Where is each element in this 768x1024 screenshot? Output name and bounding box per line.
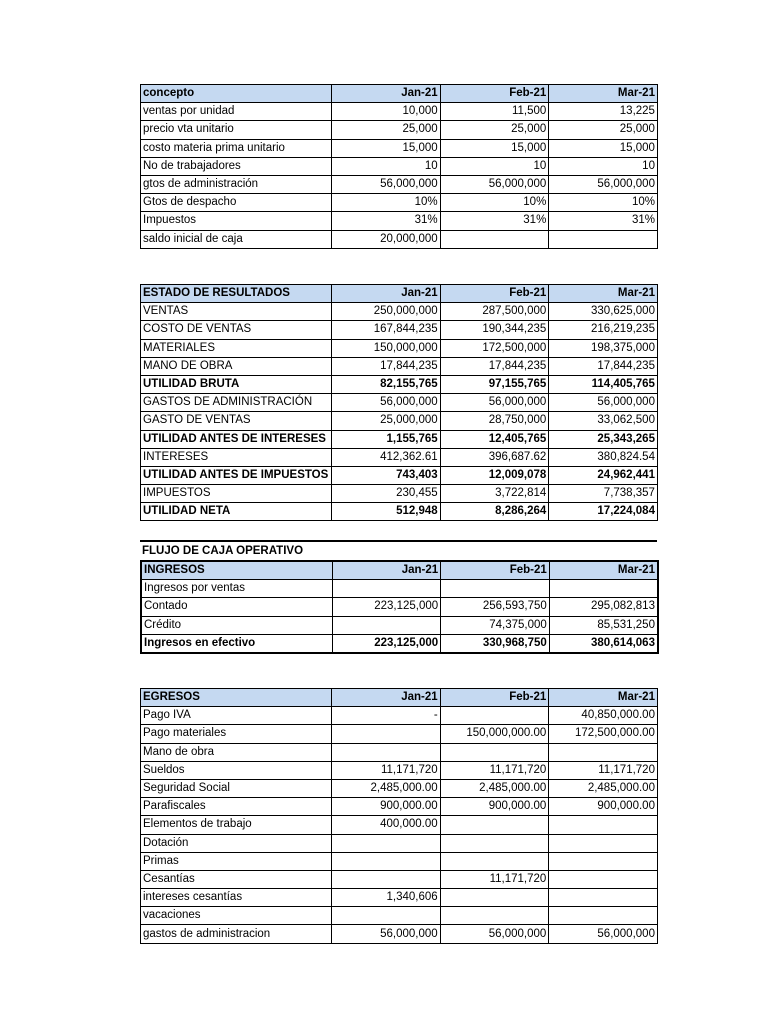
month-header-cell[interactable]: Mar-21 — [549, 85, 658, 103]
table-row — [141, 761, 658, 779]
value-cell[interactable] — [440, 889, 549, 907]
row-label-cell[interactable]: Crédito — [141, 616, 332, 634]
cash-flow-income-body — [141, 561, 658, 653]
row-label-cell[interactable]: saldo inicial de caja — [141, 230, 332, 248]
table-row — [141, 175, 658, 193]
expenses-header-row — [141, 689, 658, 707]
month-header-cell[interactable]: Jan-21 — [332, 689, 441, 707]
value-cell[interactable]: 223,125,000 — [332, 598, 441, 616]
row-label-cell[interactable]: precio vta unitario — [141, 121, 332, 139]
value-cell[interactable]: 172,500,000 — [440, 339, 549, 357]
row-label-cell[interactable]: UTILIDAD ANTES DE IMPUESTOS — [141, 466, 332, 484]
value-cell[interactable] — [440, 852, 549, 870]
value-cell[interactable]: 10% — [549, 194, 658, 212]
value-cell[interactable]: 2,485,000.00 — [440, 779, 549, 797]
value-cell[interactable] — [440, 907, 549, 925]
table-row — [141, 466, 658, 484]
row-label-cell[interactable]: UTILIDAD ANTES DE INTERESES — [141, 430, 332, 448]
table-row — [141, 303, 658, 321]
value-cell[interactable]: 412,362.61 — [332, 448, 441, 466]
table-row — [141, 448, 658, 466]
table-row — [141, 852, 658, 870]
table-row — [141, 834, 658, 852]
table-row — [141, 816, 658, 834]
assumptions-header-row — [141, 85, 658, 103]
value-cell[interactable]: 512,948 — [332, 503, 441, 521]
value-cell[interactable]: 400,000.00 — [332, 816, 441, 834]
row-label-cell[interactable]: Seguridad Social — [141, 779, 332, 797]
value-cell[interactable]: 150,000,000 — [332, 339, 441, 357]
table-row — [141, 157, 658, 175]
income-statement-header-row — [141, 285, 658, 303]
month-header-cell[interactable]: Jan-21 — [332, 85, 441, 103]
row-label-cell[interactable]: Primas — [141, 852, 332, 870]
table-row — [141, 212, 658, 230]
row-label-cell[interactable]: UTILIDAD NETA — [141, 503, 332, 521]
value-cell[interactable]: 3,722,814 — [440, 485, 549, 503]
table-row — [141, 394, 658, 412]
value-cell[interactable]: 330,625,000 — [549, 303, 658, 321]
value-cell[interactable] — [332, 725, 441, 743]
row-label-cell[interactable]: intereses cesantías — [141, 889, 332, 907]
value-cell[interactable]: 230,455 — [332, 485, 441, 503]
value-cell[interactable] — [549, 230, 658, 248]
row-label-cell[interactable]: Sueldos — [141, 761, 332, 779]
assumptions-table — [140, 84, 658, 249]
table-row — [141, 321, 658, 339]
row-label-cell[interactable]: MANO DE OBRA — [141, 357, 332, 375]
row-label-cell[interactable]: Gtos de despacho — [141, 194, 332, 212]
row-label-cell[interactable]: gastos de administracion — [141, 925, 332, 943]
value-cell[interactable]: 10 — [332, 157, 441, 175]
header-cell[interactable]: EGRESOS — [141, 689, 332, 707]
value-cell[interactable]: 250,000,000 — [332, 303, 441, 321]
value-cell[interactable]: 11,171,720 — [440, 870, 549, 888]
value-cell[interactable] — [440, 816, 549, 834]
table-row — [141, 339, 658, 357]
value-cell[interactable]: 7,738,357 — [549, 485, 658, 503]
value-cell[interactable]: 1,340,606 — [332, 889, 441, 907]
month-header-cell[interactable]: Jan-21 — [332, 561, 441, 580]
table-row — [141, 725, 658, 743]
value-cell[interactable]: - — [332, 707, 441, 725]
table-row — [141, 907, 658, 925]
value-cell[interactable]: 56,000,000 — [332, 175, 441, 193]
table-row — [141, 121, 658, 139]
value-cell[interactable]: 10,000 — [332, 103, 441, 121]
row-label-cell[interactable]: Elementos de trabajo — [141, 816, 332, 834]
month-header-cell[interactable]: Feb-21 — [440, 85, 549, 103]
total-row — [141, 634, 658, 653]
assumptions-body — [141, 85, 658, 249]
row-label-cell[interactable]: GASTO DE VENTAS — [141, 412, 332, 430]
value-cell[interactable]: 743,403 — [332, 466, 441, 484]
income-statement-container — [140, 284, 657, 521]
value-cell[interactable]: 287,500,000 — [440, 303, 549, 321]
value-cell[interactable] — [332, 580, 441, 598]
table-row — [141, 194, 658, 212]
value-cell[interactable]: 15,000 — [440, 139, 549, 157]
header-cell[interactable]: concepto — [141, 85, 332, 103]
value-cell[interactable]: 56,000,000 — [549, 175, 658, 193]
value-cell[interactable]: 10% — [440, 194, 549, 212]
row-label-cell[interactable]: costo materia prima unitario — [141, 139, 332, 157]
value-cell[interactable]: 82,155,765 — [332, 375, 441, 393]
value-cell[interactable]: 56,000,000 — [440, 925, 549, 943]
month-header-cell[interactable]: Mar-21 — [549, 689, 658, 707]
value-cell[interactable]: 25,000 — [440, 121, 549, 139]
value-cell[interactable]: 56,000,000 — [332, 394, 441, 412]
value-cell[interactable]: 25,343,265 — [549, 430, 658, 448]
value-cell[interactable]: 25,000 — [549, 121, 658, 139]
row-label-cell[interactable]: Pago materiales — [141, 725, 332, 743]
row-label-cell[interactable]: Parafiscales — [141, 798, 332, 816]
row-label-cell[interactable]: Impuestos — [141, 212, 332, 230]
value-cell[interactable] — [549, 816, 658, 834]
table-row — [141, 375, 658, 393]
row-label-cell[interactable]: ventas por unidad — [141, 103, 332, 121]
total-value-cell[interactable]: 223,125,000 — [332, 634, 441, 653]
table-row — [141, 139, 658, 157]
income-header-row — [141, 561, 658, 580]
value-cell[interactable]: 11,500 — [440, 103, 549, 121]
value-cell[interactable]: 167,844,235 — [332, 321, 441, 339]
cash-flow-income-container — [140, 540, 657, 654]
value-cell[interactable]: 10% — [332, 194, 441, 212]
value-cell[interactable]: 396,687.62 — [440, 448, 549, 466]
cash-flow-income-table — [140, 560, 659, 654]
value-cell[interactable] — [332, 743, 441, 761]
row-label-cell[interactable]: Ingresos por ventas — [141, 580, 332, 598]
table-row — [141, 103, 658, 121]
value-cell[interactable]: 10 — [440, 157, 549, 175]
table-row — [141, 925, 658, 943]
value-cell[interactable]: 10 — [549, 157, 658, 175]
value-cell[interactable]: 900,000.00 — [332, 798, 441, 816]
month-header-cell[interactable]: Mar-21 — [549, 561, 658, 580]
value-cell[interactable]: 11,171,720 — [332, 761, 441, 779]
value-cell[interactable]: 74,375,000 — [441, 616, 550, 634]
total-label-cell[interactable]: Ingresos en efectivo — [141, 634, 332, 653]
value-cell[interactable]: 172,500,000.00 — [549, 725, 658, 743]
value-cell[interactable]: 33,062,500 — [549, 412, 658, 430]
table-row — [141, 743, 658, 761]
value-cell[interactable] — [440, 743, 549, 761]
value-cell[interactable] — [549, 907, 658, 925]
total-value-cell[interactable]: 380,614,063 — [549, 634, 658, 653]
value-cell[interactable] — [549, 889, 658, 907]
value-cell[interactable]: 56,000,000 — [332, 925, 441, 943]
income-statement-body — [141, 285, 658, 521]
value-cell[interactable]: 12,405,765 — [440, 430, 549, 448]
row-label-cell[interactable]: MATERIALES — [141, 339, 332, 357]
value-cell[interactable] — [332, 616, 441, 634]
income-statement-table — [140, 284, 658, 521]
row-label-cell[interactable]: Pago IVA — [141, 707, 332, 725]
row-label-cell[interactable]: Contado — [141, 598, 332, 616]
value-cell[interactable]: 28,750,000 — [440, 412, 549, 430]
value-cell[interactable]: 150,000,000.00 — [440, 725, 549, 743]
expenses-table — [140, 688, 658, 944]
table-row — [141, 430, 658, 448]
expenses-table-container — [140, 688, 657, 944]
month-header-cell[interactable]: Mar-21 — [549, 285, 658, 303]
value-cell[interactable]: 216,219,235 — [549, 321, 658, 339]
value-cell[interactable] — [440, 230, 549, 248]
row-label-cell[interactable]: GASTOS DE ADMINISTRACIÓN — [141, 394, 332, 412]
value-cell[interactable]: 11,171,720 — [440, 761, 549, 779]
row-label-cell[interactable]: vacaciones — [141, 907, 332, 925]
value-cell[interactable]: 40,850,000.00 — [549, 707, 658, 725]
total-value-cell[interactable]: 330,968,750 — [441, 634, 550, 653]
month-header-cell[interactable]: Jan-21 — [332, 285, 441, 303]
month-header-cell[interactable]: Feb-21 — [440, 285, 549, 303]
value-cell[interactable] — [441, 580, 550, 598]
value-cell[interactable]: 900,000.00 — [549, 798, 658, 816]
value-cell[interactable]: 20,000,000 — [332, 230, 441, 248]
value-cell[interactable]: 17,844,235 — [549, 357, 658, 375]
value-cell[interactable] — [332, 870, 441, 888]
value-cell[interactable] — [332, 907, 441, 925]
value-cell[interactable] — [549, 852, 658, 870]
table-row — [141, 779, 658, 797]
value-cell[interactable]: 13,225 — [549, 103, 658, 121]
assumptions-table-container — [140, 84, 657, 249]
value-cell[interactable]: 25,000,000 — [332, 412, 441, 430]
value-cell[interactable]: 2,485,000.00 — [332, 779, 441, 797]
row-label-cell[interactable]: UTILIDAD BRUTA — [141, 375, 332, 393]
row-label-cell[interactable]: Cesantías — [141, 870, 332, 888]
value-cell[interactable] — [549, 580, 658, 598]
table-row — [141, 798, 658, 816]
value-cell[interactable]: 15,000 — [332, 139, 441, 157]
value-cell[interactable]: 85,531,250 — [549, 616, 658, 634]
value-cell[interactable]: 25,000 — [332, 121, 441, 139]
table-row — [141, 870, 658, 888]
value-cell[interactable]: 380,824.54 — [549, 448, 658, 466]
value-cell[interactable]: 56,000,000 — [549, 925, 658, 943]
row-label-cell[interactable]: INTERESES — [141, 448, 332, 466]
value-cell[interactable]: 2,485,000.00 — [549, 779, 658, 797]
row-label-cell[interactable]: COSTO DE VENTAS — [141, 321, 332, 339]
value-cell[interactable] — [440, 707, 549, 725]
value-cell[interactable]: 1,155,765 — [332, 430, 441, 448]
value-cell[interactable]: 11,171,720 — [549, 761, 658, 779]
value-cell[interactable] — [549, 743, 658, 761]
value-cell[interactable]: 56,000,000 — [549, 394, 658, 412]
value-cell[interactable] — [549, 870, 658, 888]
value-cell[interactable]: 17,224,084 — [549, 503, 658, 521]
value-cell[interactable]: 31% — [332, 212, 441, 230]
month-header-cell[interactable]: Feb-21 — [440, 689, 549, 707]
row-label-cell[interactable]: Dotación — [141, 834, 332, 852]
value-cell[interactable]: 900,000.00 — [440, 798, 549, 816]
header-cell[interactable]: ESTADO DE RESULTADOS — [141, 285, 332, 303]
table-row — [141, 889, 658, 907]
cash-flow-title: FLUJO DE CAJA OPERATIVO — [140, 540, 657, 560]
value-cell[interactable]: 114,405,765 — [549, 375, 658, 393]
value-cell[interactable] — [332, 852, 441, 870]
value-cell[interactable]: 12,009,078 — [440, 466, 549, 484]
row-label-cell[interactable]: Mano de obra — [141, 743, 332, 761]
table-row — [141, 616, 658, 634]
value-cell[interactable]: 15,000 — [549, 139, 658, 157]
value-cell[interactable]: 56,000,000 — [440, 175, 549, 193]
expenses-body — [141, 689, 658, 944]
value-cell[interactable]: 8,286,264 — [440, 503, 549, 521]
table-row — [141, 580, 658, 598]
row-label-cell[interactable]: gtos de administración — [141, 175, 332, 193]
value-cell[interactable]: 31% — [440, 212, 549, 230]
table-row — [141, 503, 658, 521]
table-row — [141, 485, 658, 503]
row-label-cell[interactable]: No de trabajadores — [141, 157, 332, 175]
value-cell[interactable]: 24,962,441 — [549, 466, 658, 484]
value-cell[interactable]: 17,844,235 — [440, 357, 549, 375]
row-label-cell[interactable]: VENTAS — [141, 303, 332, 321]
row-label-cell[interactable]: IMPUESTOS — [141, 485, 332, 503]
value-cell[interactable] — [440, 834, 549, 852]
value-cell[interactable]: 295,082,813 — [549, 598, 658, 616]
value-cell[interactable]: 97,155,765 — [440, 375, 549, 393]
table-row — [141, 707, 658, 725]
value-cell[interactable]: 190,344,235 — [440, 321, 549, 339]
value-cell[interactable]: 17,844,235 — [332, 357, 441, 375]
table-row — [141, 230, 658, 248]
value-cell[interactable]: 198,375,000 — [549, 339, 658, 357]
month-header-cell[interactable]: Feb-21 — [441, 561, 550, 580]
header-cell[interactable]: INGRESOS — [141, 561, 332, 580]
value-cell[interactable] — [549, 834, 658, 852]
value-cell[interactable]: 31% — [549, 212, 658, 230]
table-row — [141, 598, 658, 616]
table-row — [141, 412, 658, 430]
value-cell[interactable]: 256,593,750 — [441, 598, 550, 616]
table-row — [141, 357, 658, 375]
value-cell[interactable]: 56,000,000 — [440, 394, 549, 412]
value-cell[interactable] — [332, 834, 441, 852]
